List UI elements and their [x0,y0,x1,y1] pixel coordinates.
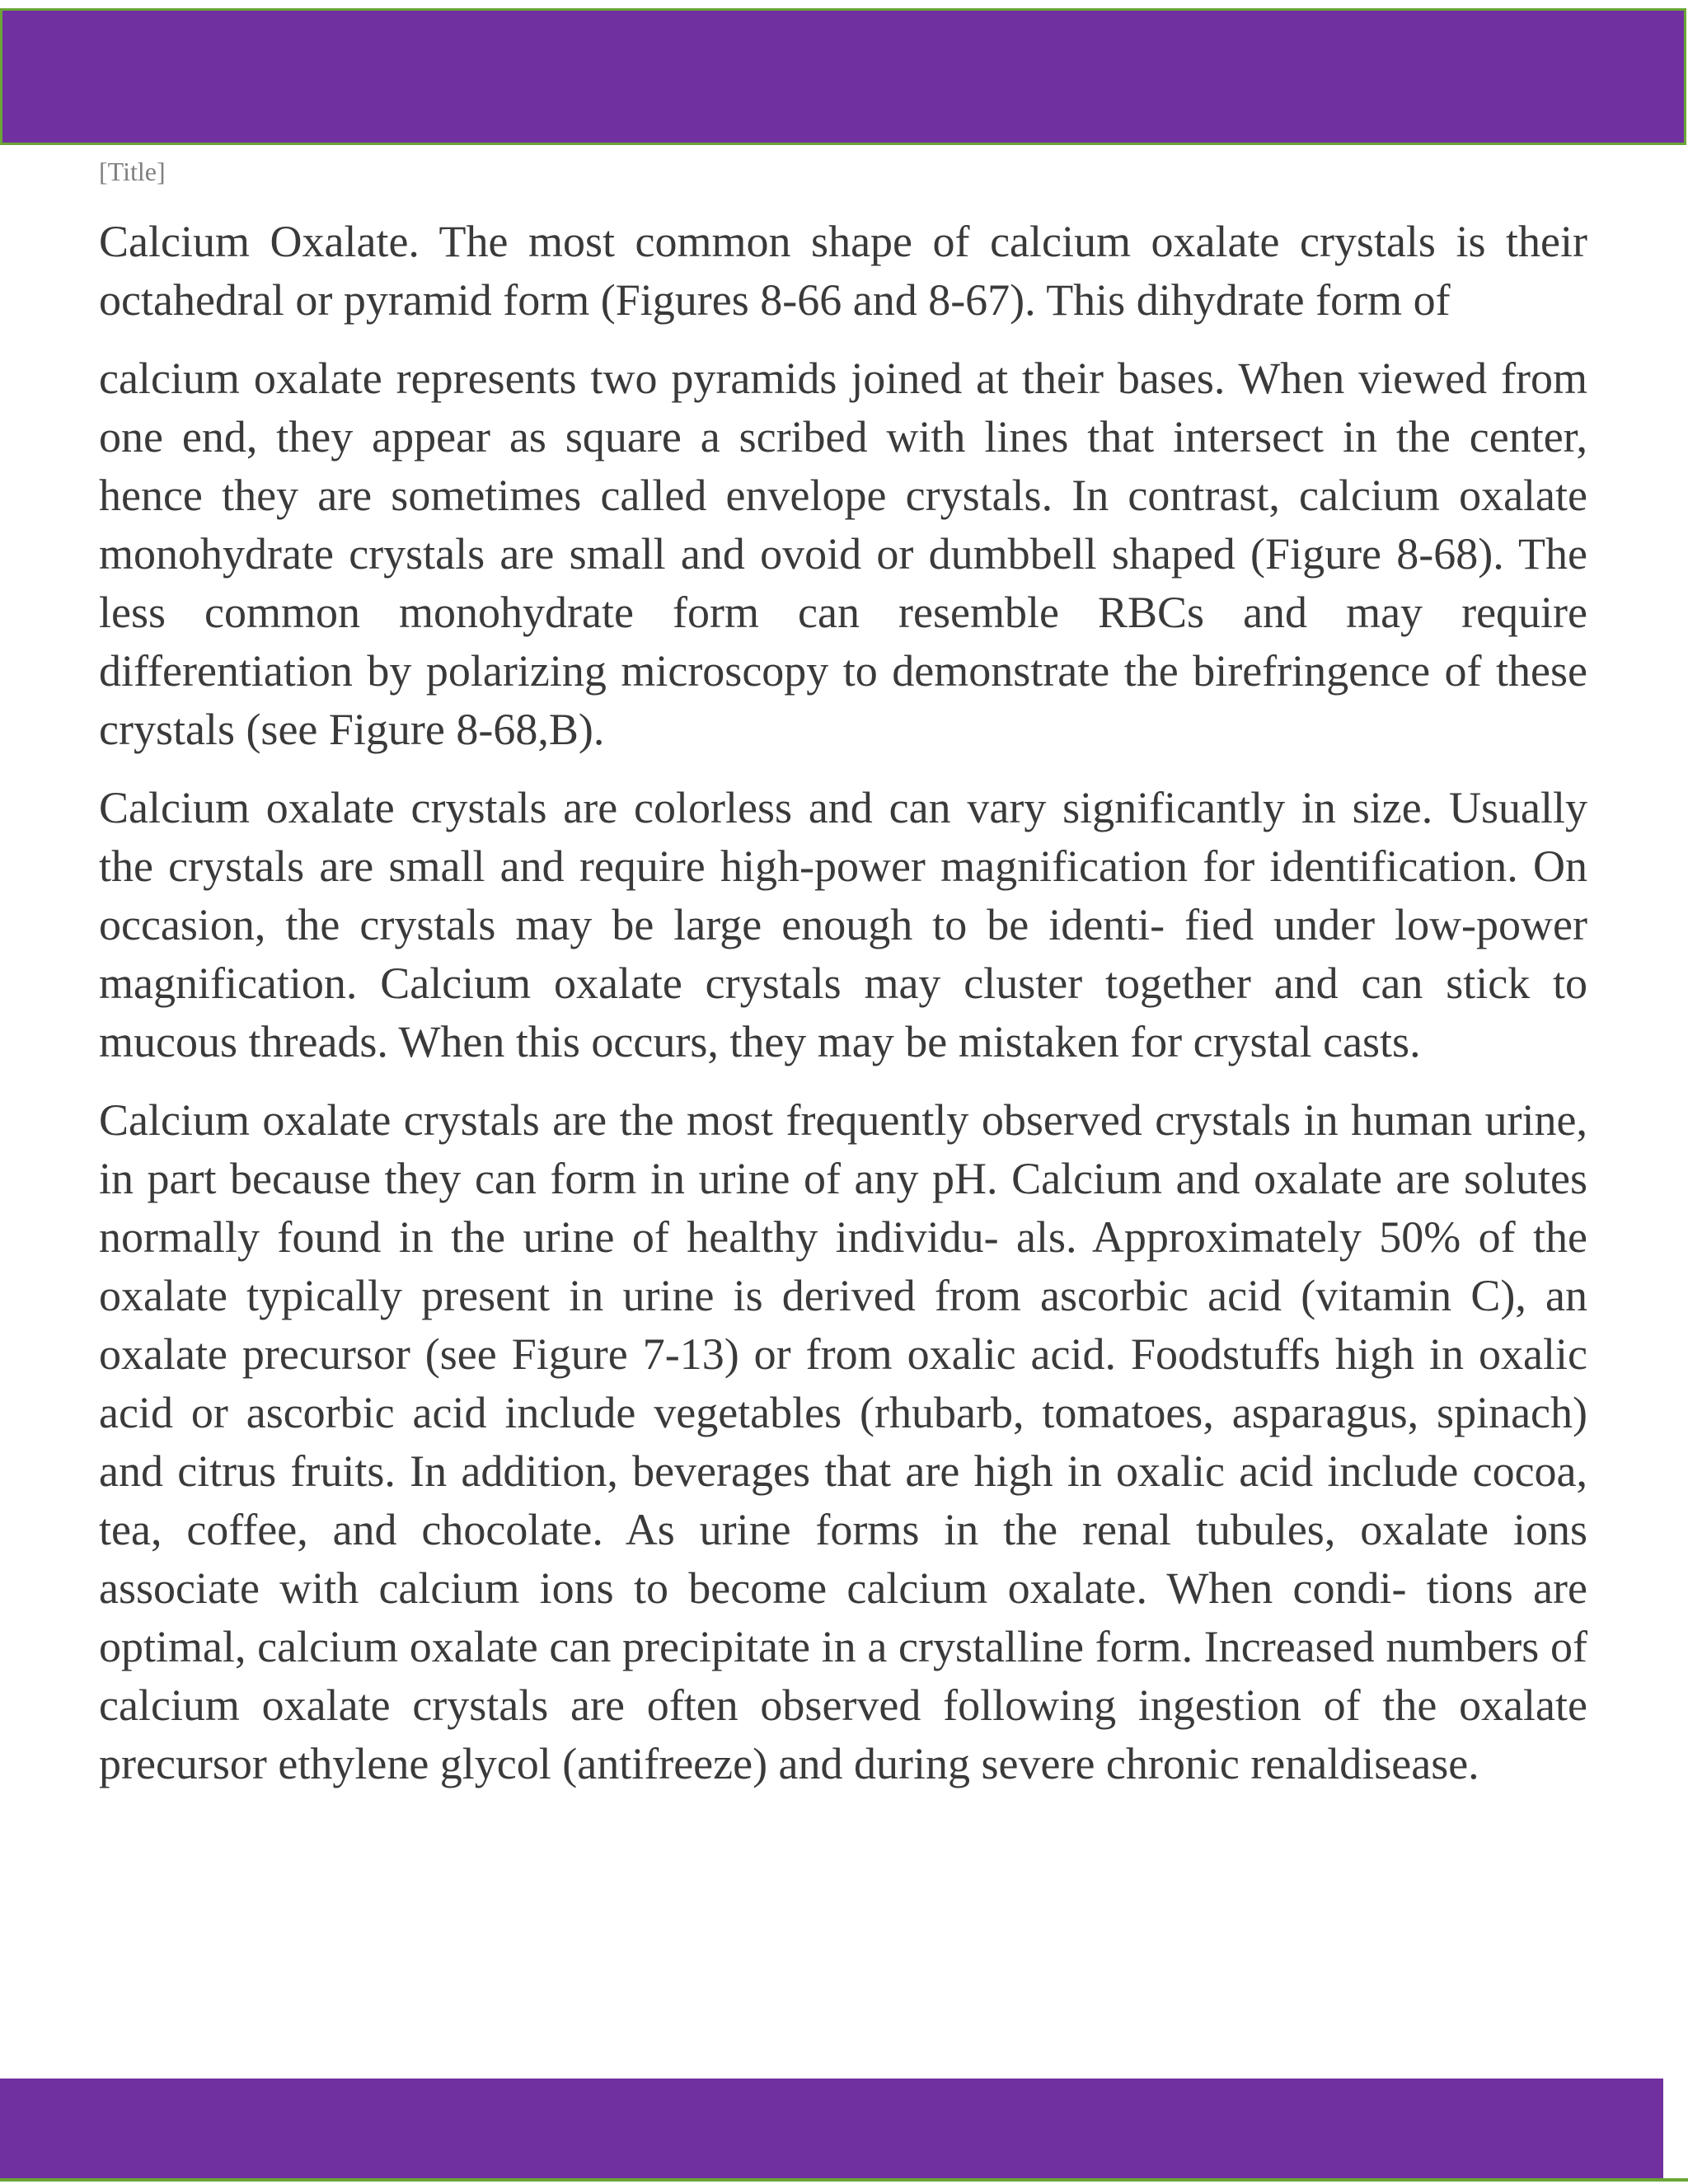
title-placeholder[interactable]: [Title] [99,157,166,186]
footer-band [0,2079,1663,2181]
paragraph-3: Calcium oxalate crystals are colorless and can vary significantly in size. Usually the crystals are small and require high-power magnification for identification. On occasion, the crystals may be large enough to be identi- fied under low-power magnification. Calcium oxalate crystals may cluster together and can stick to mucous threads. When this occurs, they may be mistaken for crystal casts. [99,783,1587,1066]
footer-accent-line [0,2178,1688,2182]
header-band [0,8,1686,145]
paragraph-4: Calcium oxalate crystals are the most frequently observed crystals in human urine, in part because they can form in urine of any pH. Calcium and oxalate are solutes normally found in the urine of healthy individu- als. Approximately 50% of the oxalate typically present in urine is derived from ascorbic acid (vitamin C), an oxalate precursor (see Figure 7-13) or from oxalic acid. Foodstuffs high in oxalic acid or ascorbic acid include vegetables (rhubarb, tomatoes, asparagus, spinach) and citrus fruits. In addition, beverages that are high in oxalic acid include cocoa, tea, coffee, and chocolate. As urine forms in the renal tubules, oxalate ions associate with calcium ions to become calcium oxalate. When condi- tions are optimal, calcium oxalate can precipitate in a crystalline form. Increased numbers of calcium oxalate crystals are often observed following ingestion of the oxalate precursor ethylene glycol (antifreeze) and during severe chronic renaldisease. [99,1095,1587,1788]
paragraph-2: calcium oxalate represents two pyramids joined at their bases. When viewed from one end, they appear as square a scribed with lines that intersect in the center, hence they are sometimes called envelope crystals. In contrast, calcium oxalate monohydrate crystals are small and ovoid or dumbbell shaped (Figure 8-68). The less common monohydrate form can resemble RBCs and may require differentiation by polarizing microscopy to demonstrate the birefringence of these crystals (see Figure 8-68,B). [99,354,1587,754]
paragraph-1: Calcium Oxalate. The most common shape of calcium oxalate crystals is their octahedral or pyramid form (Figures 8-66 and 8-67). This dihydrate form of [99,217,1587,325]
document-body [99,213,1587,1813]
